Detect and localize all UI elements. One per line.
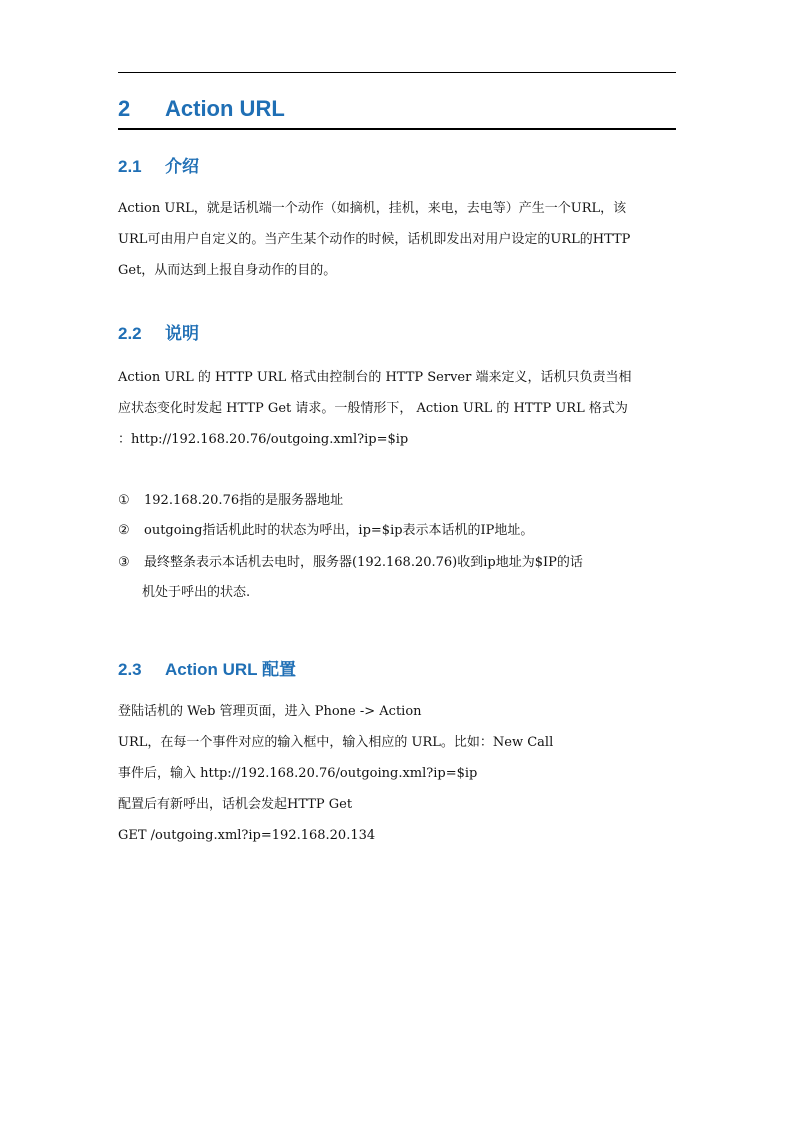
list-item xyxy=(118,486,678,516)
list-item-text: 机处于呼出的状态. xyxy=(142,585,251,600)
paragraph-line: Action URL，就是话机端一个动作（如摘机，挂机，来电，去电等）产生一个URL，该 xyxy=(118,201,627,216)
section-heading-intro xyxy=(118,154,199,180)
intro-paragraph xyxy=(118,193,678,286)
list-item xyxy=(118,516,678,546)
config-paragraph xyxy=(118,696,678,851)
list-marker: ③ xyxy=(118,555,130,570)
list-item-text: outgoing指话机此时的状态为呼出，ip=$ip表示本话机的IP地址。 xyxy=(144,523,534,538)
section-heading-description xyxy=(118,321,199,347)
paragraph-line: 事件后，输入 http://192.168.20.76/outgoing.xml?ip=$ip xyxy=(118,766,478,781)
chapter-heading xyxy=(118,94,676,124)
section-title: 介绍 xyxy=(165,157,199,176)
paragraph-line: Action URL 的 HTTP URL 格式由控制台的 HTTP Server 端来定义，话机只负责当相 xyxy=(118,370,632,385)
section-number: 2.2 xyxy=(118,324,142,343)
list-marker: ① xyxy=(118,493,130,508)
list-item-text: 192.168.20.76指的是服务器地址 xyxy=(144,493,344,508)
header-rule xyxy=(118,72,676,73)
paragraph-line: ：http://192.168.20.76/outgoing.xml?ip=$ip xyxy=(118,432,409,447)
chapter-title: Action URL xyxy=(165,96,285,121)
section-heading-config xyxy=(118,657,296,683)
section-title: 说明 xyxy=(165,324,199,343)
section-number: 2.3 xyxy=(118,660,142,679)
list-item-text: 最终整条表示本话机去电时，服务器(192.168.20.76)收到ip地址为$IP的话 xyxy=(144,555,583,570)
paragraph-line: 应状态变化时发起 HTTP Get 请求。一般情形下， Action URL 的 HTTP URL 格式为 xyxy=(118,401,628,416)
chapter-heading-rule xyxy=(118,128,676,130)
chapter-number: 2 xyxy=(118,96,131,121)
list-item xyxy=(118,548,678,608)
paragraph-line: URL可由用户自定义的。当产生某个动作的时候，话机即发出对用户设定的URL的HTTP xyxy=(118,232,631,247)
description-paragraph xyxy=(118,362,678,455)
section-number: 2.1 xyxy=(118,157,142,176)
paragraph-line: GET /outgoing.xml?ip=192.168.20.134 xyxy=(118,828,376,843)
paragraph-line: Get，从而达到上报自身动作的目的。 xyxy=(118,263,337,278)
paragraph-line: URL，在每一个事件对应的输入框中，输入相应的 URL。比如：New Call xyxy=(118,735,554,750)
list-marker: ② xyxy=(118,523,130,538)
section-title: Action URL 配置 xyxy=(165,660,296,679)
paragraph-line: 配置后有新呼出，话机会发起HTTP Get xyxy=(118,797,353,812)
paragraph-line: 登陆话机的 Web 管理页面，进入 Phone -> Action xyxy=(118,704,422,719)
